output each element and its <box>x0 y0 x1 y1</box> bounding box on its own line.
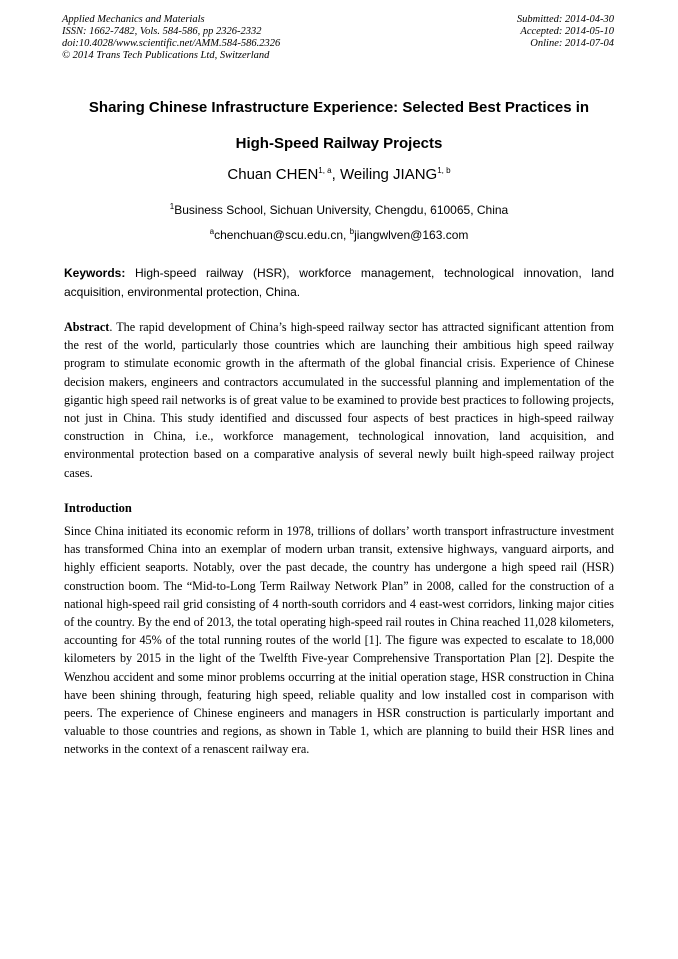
issn-line: ISSN: 1662-7482, Vols. 584-586, pp 2326-2332 <box>62 26 262 37</box>
author-2-name: Weiling JIANG <box>339 166 438 183</box>
submission-dates <box>517 14 614 50</box>
introduction-section <box>64 522 614 759</box>
email-a-mark: a <box>209 227 215 236</box>
publication-info <box>62 14 280 62</box>
doi-line: doi:10.4028/www.scientific.net/AMM.584-586.2326 <box>62 38 281 49</box>
introduction-paragraph: Since China initiated its economic reform in 1978, trillions of dollars’ worth transport infrastructure investment has transformed China into an exemplar of modern urban transit, extensive highways, vanguard airports, and highly efficient seaports. Notably, over the past decade, the country has undergone a high speed rail (HSR) construction boom. The “Mid-to-Long Term Railway Network Plan” in 2008, called for the construction of a national high-speed rail grid consisting of 4 north-south corridors and 4 east-west corridors, linking major cities of the country. By the end of 2013, the total operating high-speed rail routes in China reached 11,028 kilometers, accounting for 45% of the total running routes of the world [1]. The figure was expected to escalate to 18,000 kilometers by 2015 in the light of the Twelfth Five-year Comprehensive Transportation Plan [2]. Despite the Wenzhou accident and some minor problems occurring at the initial operation stage, HSR construction in China have been shining through, featuring high speed, reliable quality and low installed cost in comparison with peers. The experience of Chinese engineers and managers in HSR construction is particularly important and valuable to those countries and regions, as shown in Table 1, which are planning to build their HSR lines and networks in the context of a renascent railway era. <box>64 524 614 757</box>
abstract-label: Abstract <box>64 320 110 334</box>
email-b-mark: b <box>349 227 355 236</box>
accepted-date: Accepted: 2014-05-10 <box>520 26 614 37</box>
email-b: jiangwlven@163.com <box>354 228 469 242</box>
author-1-name: Chuan CHEN <box>227 166 319 183</box>
abstract-section <box>64 318 614 482</box>
paper-title <box>40 90 638 162</box>
affiliation-text: Business School, Sichuan University, Chengdu, 610065, China <box>174 203 509 217</box>
author-list <box>40 163 638 187</box>
abstract-text: . The rapid development of China’s high-speed railway sector has attracted significant attention from the rest of the world, particularly those countries which are launching their ambitious high speed railway program to stimulate economic growth in the aftermath of the global financial crisis. Experience of Chinese decision makers, engineers and contractors accumulated in the successful planning and implementation of the gigantic high speed rail networks is of great value to be examined to provide best practices to following projects, not just in China. This study identified and discussed four aspects of best practices in high-speed railway construction in China, i.e., workforce management, technological innovation, land acquisition, and environmental protection based on a comparative analysis of several newly built high-speed railway project cases. <box>64 320 614 480</box>
copyright-line: © 2014 Trans Tech Publications Ltd, Switzerland <box>62 50 270 61</box>
keywords-label: Keywords: <box>64 266 126 280</box>
submitted-date: Submitted: 2014-04-30 <box>516 14 614 25</box>
introduction-heading: Introduction <box>64 501 132 515</box>
affiliation-mark: 1 <box>169 202 175 211</box>
email-a: chenchuan@scu.edu.cn, <box>214 228 350 242</box>
title-line-1: Sharing Chinese Infrastructure Experience: Selected Best Practices in <box>88 99 590 116</box>
keywords-section <box>64 264 614 302</box>
abstract-paragraph <box>64 318 614 482</box>
online-date: Online: 2014-07-04 <box>530 38 614 49</box>
author-emails <box>40 226 638 244</box>
title-line-2: High-Speed Railway Projects <box>235 135 443 152</box>
keywords-text: High-speed railway (HSR), workforce management, technological innovation, land acquisition, environmental protection, China. <box>64 266 614 299</box>
journal-name: Applied Mechanics and Materials <box>62 14 205 25</box>
author-separator: , <box>331 166 340 183</box>
author-1-affiliation-mark: 1, a <box>318 166 332 175</box>
author-2-affiliation-mark: 1, b <box>437 166 451 175</box>
affiliation <box>40 201 638 219</box>
